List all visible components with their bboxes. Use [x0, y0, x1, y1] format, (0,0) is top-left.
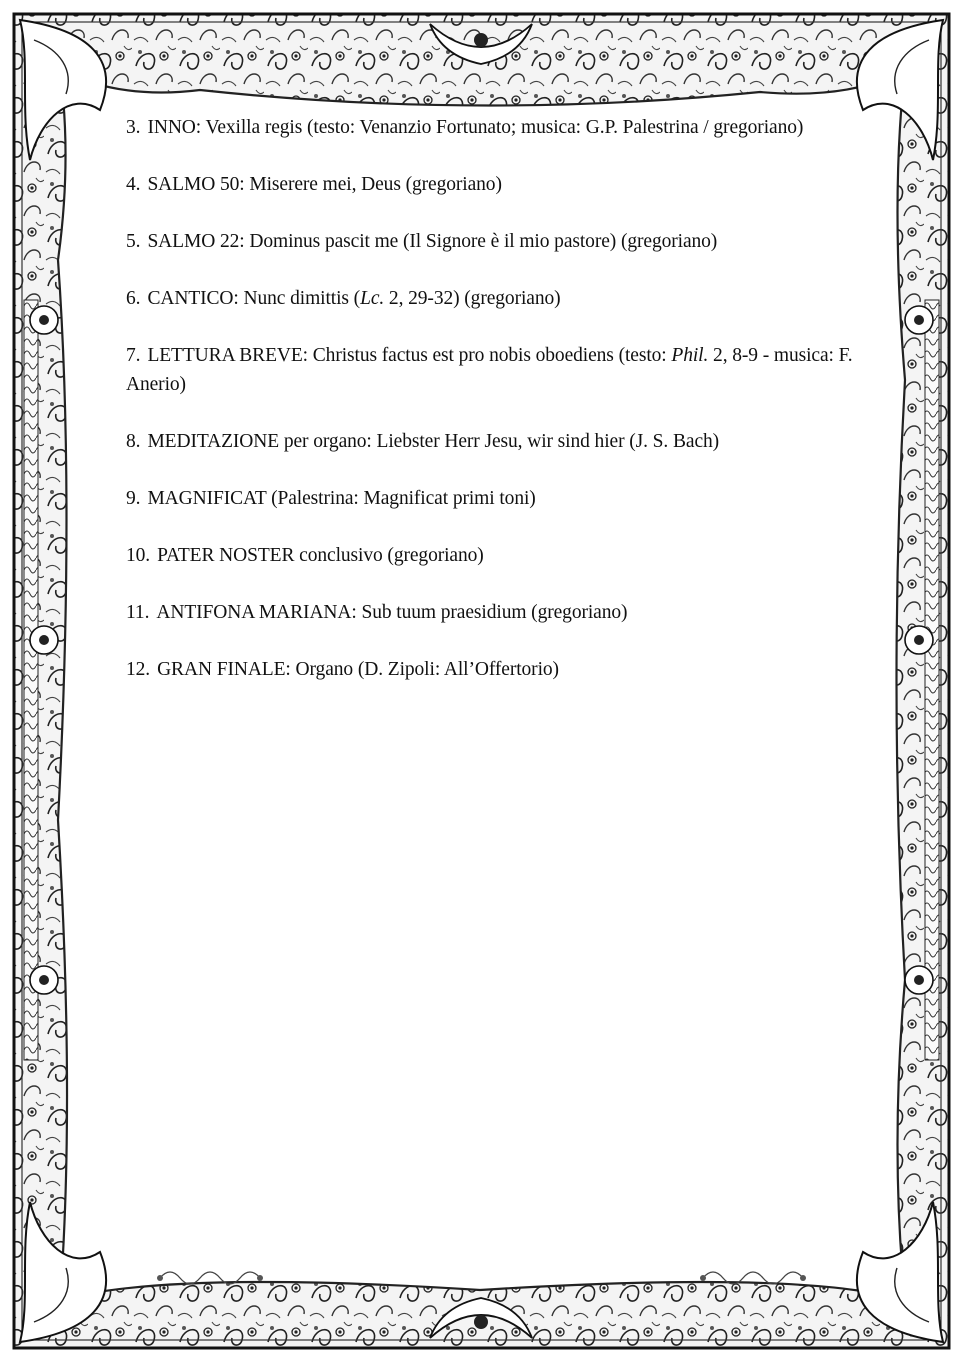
item-text: MAGNIFICAT (Palestrina: Magnificat primi toni)	[147, 488, 536, 509]
program-item	[126, 541, 871, 570]
item-citation: Lc.	[360, 288, 385, 309]
item-text: PATER NOSTER conclusivo (gregoriano)	[157, 545, 484, 566]
item-text: INNO: Vexilla regis (testo: Venanzio Fortunato; musica: G.P. Palestrina / gregoriano)	[147, 117, 804, 138]
item-text: SALMO 50: Miserere mei, Deus (gregoriano)	[147, 174, 502, 195]
item-text: 2, 29-32) (gregoriano)	[384, 288, 561, 309]
item-number: 3.	[126, 117, 141, 138]
program-item	[126, 427, 871, 456]
item-text: LETTURA BREVE: Christus factus est pro nobis oboediens (testo:	[147, 345, 672, 366]
item-text: 2, 8-9 - musica: F. Anerio)	[126, 345, 853, 395]
item-text: GRAN FINALE: Organo (D. Zipoli: All’Offertorio)	[157, 659, 559, 680]
program-item	[126, 113, 871, 142]
item-text: MEDITAZIONE per organo: Liebster Herr Jesu, wir sind hier (J. S. Bach)	[147, 431, 720, 452]
program-item	[126, 655, 871, 684]
item-number: 10.	[126, 545, 151, 566]
item-text: ANTIFONA MARIANA: Sub tuum praesidium (gregoriano)	[156, 602, 628, 623]
program-item	[126, 341, 871, 399]
item-number: 6.	[126, 288, 141, 309]
item-text: SALMO 22: Dominus pascit me (Il Signore è il mio pastore) (gregoriano)	[147, 231, 718, 252]
item-citation: Phil.	[671, 345, 709, 366]
item-number: 12.	[126, 659, 151, 680]
item-number: 11.	[126, 602, 150, 623]
program-item	[126, 484, 871, 513]
item-number: 4.	[126, 174, 141, 195]
program-item	[126, 284, 871, 313]
item-number: 5.	[126, 231, 141, 252]
program-item	[126, 598, 871, 627]
item-number: 8.	[126, 431, 141, 452]
program-item	[126, 170, 871, 199]
item-text: CANTICO: Nunc dimittis (	[147, 288, 361, 309]
program-item	[126, 227, 871, 256]
item-number: 7.	[126, 345, 141, 366]
program-list	[126, 113, 871, 712]
item-number: 9.	[126, 488, 141, 509]
